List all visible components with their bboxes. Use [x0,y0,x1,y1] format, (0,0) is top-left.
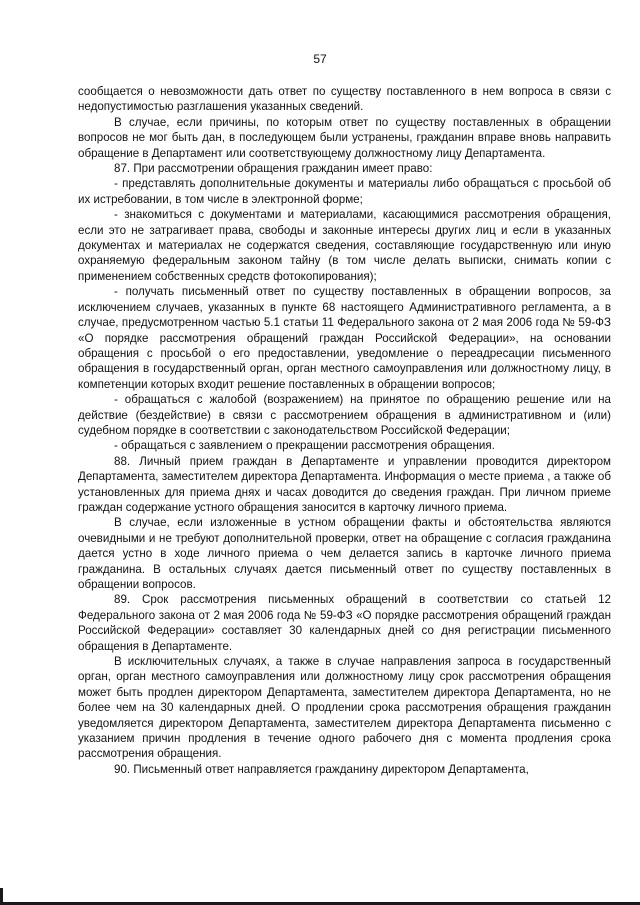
paragraph: В случае, если причины, по которым ответ по существу поставленных в обращении вопросов не мог быть дан, в последующем были устранены, гражданин вправе вновь направить обращение в Департамент или соответствующему должностному лицу Департамента. [78,115,611,160]
page-number: 57 [313,52,327,66]
document-body [78,84,611,777]
paragraph: сообщается о невозможности дать ответ по существу поставленного в нем вопроса в связи с недопустимостью разглашения указанных сведений. [78,85,611,114]
list-item: - обращаться с жалобой (возражением) на принятое по обращению решение или на действие (бездействие) в связи с рассмотрением обращения в административном и (или) судебном порядке в соответствии с законодательством Российской Федерации; [78,393,611,437]
scan-border-mark [0,888,3,902]
list-item: - обращаться с заявлением о прекращении рассмотрения обращения. [114,439,495,453]
paragraph: 88. Личный прием граждан в Департаменте и управлении проводится директором Департамента, заместителем директора Департамента. Информация о месте приема , а также об установленных для приема днях и часах доводится до сведения граждан. При личном приеме граждан содержание устного обращения заносится в карточку личного приема. [78,454,611,514]
paragraph: 90. Письменный ответ направляется гражданину директором Департамента, [114,762,529,776]
paragraph: В случае, если изложенные в устном обращении факты и обстоятельства являются очевидными и не требуют дополнительной проверки, ответ на обращение с согласия гражданина дается устно в ходе личного приема о чем делается запись в карточке личного приема гражданина. В остальных случаях дается письменный ответ по существу поставленных в обращении вопросов. [78,516,611,591]
paragraph: 89. Срок рассмотрения письменных обращений в соответствии со статьей 12 Федерального закона от 2 мая 2006 года № 59-ФЗ «О порядке рассмотрения обращений граждан Российской Федерации» составляет 30 календарных дней со дня регистрации письменного обращения в Департаменте. [78,593,611,653]
list-item: - получать письменный ответ по существу поставленных в обращении вопросов, за исключением случаев, указанных в пункте 68 настоящего Административного регламента, а в случае, предусмотренном частью 5.1 статьи 11 Федерального закона от 2 мая 2006 года № 59-ФЗ «О порядке рассмотрения обращений граждан Российской Федерации», на основании обращения с просьбой о его предоставлении, уведомление о переадресации письменного обращения в государственный орган, орган местного самоуправления или должностному лицу, в компетенции которых входит решение поставленных в обращении вопросов; [78,285,611,391]
list-item: - знакомиться с документами и материалами, касающимися рассмотрения обращения, если это не затрагивает права, свободы и законные интересы других лиц и если в указанных документах и материалах не содержатся сведения, составляющие государственную или иную охраняемую федеральным законом тайну (в том числе делать выписки, снимать копии с применением собственных средств фотокопирования); [78,208,611,283]
list-item: - представлять дополнительные документы и материалы либо обращаться с просьбой об их истребовании, в том числе в электронной форме; [78,177,611,206]
paragraph: В исключительных случаях, а также в случае направления запроса в государственный орган, орган местного самоуправления или должностному лицу срок рассмотрения обращения может быть продлен директором Департамента, заместителем директора Департамента, но не более чем на 30 календарных дней. О продлении срока рассмотрения обращения гражданин уведомляется директором Департамента, заместителем директора Департамента письменно с указанием причин продления в течение одного рабочего дня с момента продления срока рассмотрения обращения. [78,655,611,761]
paragraph: 87. При рассмотрении обращения гражданин имеет право: [114,162,433,176]
